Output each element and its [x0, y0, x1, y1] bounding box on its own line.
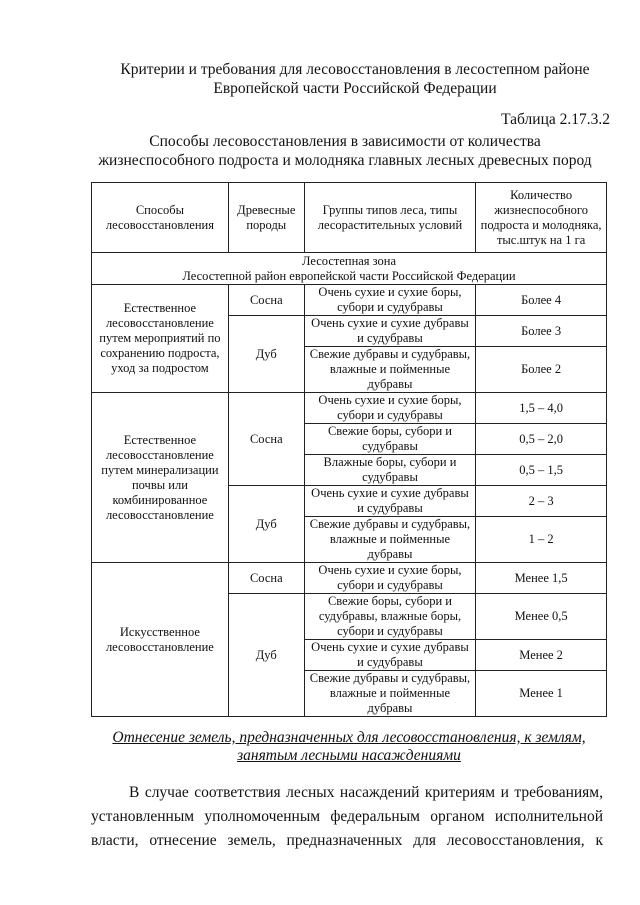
page-title-line-2: Европейской части Российской Федерации — [213, 80, 497, 97]
forest-type-cell: Очень сухие и сухие боры, субори и судубравы — [304, 393, 475, 424]
table-header-row — [92, 183, 607, 253]
header-species: Древесные породы — [228, 183, 304, 253]
count-cell: 0,5 – 2,0 — [476, 424, 607, 455]
forest-type-cell: Свежие дубравы и судубравы, влажные и пойменные дубравы — [304, 347, 475, 393]
page-title-line-1: Критерии и требования для лесовосстановления в лесостепном районе — [120, 61, 590, 78]
zone-cell — [92, 253, 607, 285]
species-cell: Дуб — [228, 486, 304, 563]
forest-type-cell: Свежие дубравы и судубравы, влажные и пойменные дубравы — [304, 671, 475, 717]
count-cell: 0,5 – 1,5 — [476, 455, 607, 486]
body-paragraph — [91, 781, 603, 853]
criteria-table — [91, 182, 607, 717]
zone-row — [92, 253, 607, 285]
forest-type-cell: Очень сухие и сухие дубравы и судубравы — [304, 316, 475, 347]
header-method: Способы лесовосстановления — [92, 183, 229, 253]
table-row — [92, 393, 607, 424]
species-cell: Сосна — [228, 285, 304, 316]
forest-type-cell: Влажные боры, субори и судубравы — [304, 455, 475, 486]
species-cell: Дуб — [228, 594, 304, 717]
table-row — [92, 563, 607, 594]
body-line-2: установленным уполномоченным федеральным органом исполнительной — [91, 808, 603, 825]
section-heading-line-2: занятым лесными насаждениями — [237, 747, 461, 764]
method-cell: Естественное лесовосстановление путем минерализации почвы или комбинированное лесовосстановление — [92, 393, 229, 563]
species-cell: Сосна — [228, 393, 304, 486]
page-title — [110, 60, 600, 98]
zone-name: Лесостепная зона — [301, 253, 397, 268]
count-cell: Менее 2 — [476, 640, 607, 671]
count-cell: Более 2 — [476, 347, 607, 393]
forest-type-cell: Очень сухие и сухие дубравы и судубравы — [304, 486, 475, 517]
forest-type-cell: Свежие боры, субори и судубравы, влажные боры, субори и судубравы — [304, 594, 475, 640]
forest-type-cell: Свежие дубравы и судубравы, влажные и пойменные дубравы — [304, 517, 475, 563]
count-cell: Менее 1 — [476, 671, 607, 717]
forest-type-cell: Свежие боры, субори и судубравы — [304, 424, 475, 455]
species-cell: Дуб — [228, 316, 304, 393]
count-cell: Более 3 — [476, 316, 607, 347]
section-heading-line-1: Отнесение земель, предназначенных для лесовосстановления, к землям, — [112, 729, 586, 746]
header-forest-types: Группы типов леса, типы лесорастительных условий — [304, 183, 475, 253]
forest-type-cell: Очень сухие и сухие боры, субори и судубравы — [304, 285, 475, 316]
forest-type-cell: Очень сухие и сухие боры, субори и судубравы — [304, 563, 475, 594]
method-cell: Искусственное лесовосстановление — [92, 563, 229, 717]
table-caption — [95, 132, 595, 170]
count-cell: Менее 1,5 — [476, 563, 607, 594]
table-number: Таблица 2.17.3.2 — [501, 111, 610, 128]
table-caption-line-2: жизнеспособного подроста и молодняка главных лесных древесных пород — [98, 152, 592, 169]
forest-type-cell: Очень сухие и сухие дубравы и судубравы — [304, 640, 475, 671]
species-cell: Сосна — [228, 563, 304, 594]
header-count: Количество жизнеспособного подроста и молодняка, тыс.штук на 1 га — [476, 183, 607, 253]
count-cell: Более 4 — [476, 285, 607, 316]
section-heading — [92, 729, 606, 765]
body-line-1: В случае соответствия лесных насаждений критериям и требованиям, — [129, 784, 603, 801]
count-cell: 1 – 2 — [476, 517, 607, 563]
count-cell: Менее 0,5 — [476, 594, 607, 640]
count-cell: 1,5 – 4,0 — [476, 393, 607, 424]
method-cell: Естественное лесовосстановление путем мероприятий по сохранению подроста, уход за подростом — [92, 285, 229, 393]
zone-region: Лесостепной район европейской части Российской Федерации — [182, 268, 516, 283]
table-caption-line-1: Способы лесовосстановления в зависимости от количества — [149, 133, 541, 150]
count-cell: 2 – 3 — [476, 486, 607, 517]
table-row — [92, 285, 607, 316]
body-line-3: власти, отнесение земель, предназначенных для лесовосстановления, к — [91, 832, 603, 849]
